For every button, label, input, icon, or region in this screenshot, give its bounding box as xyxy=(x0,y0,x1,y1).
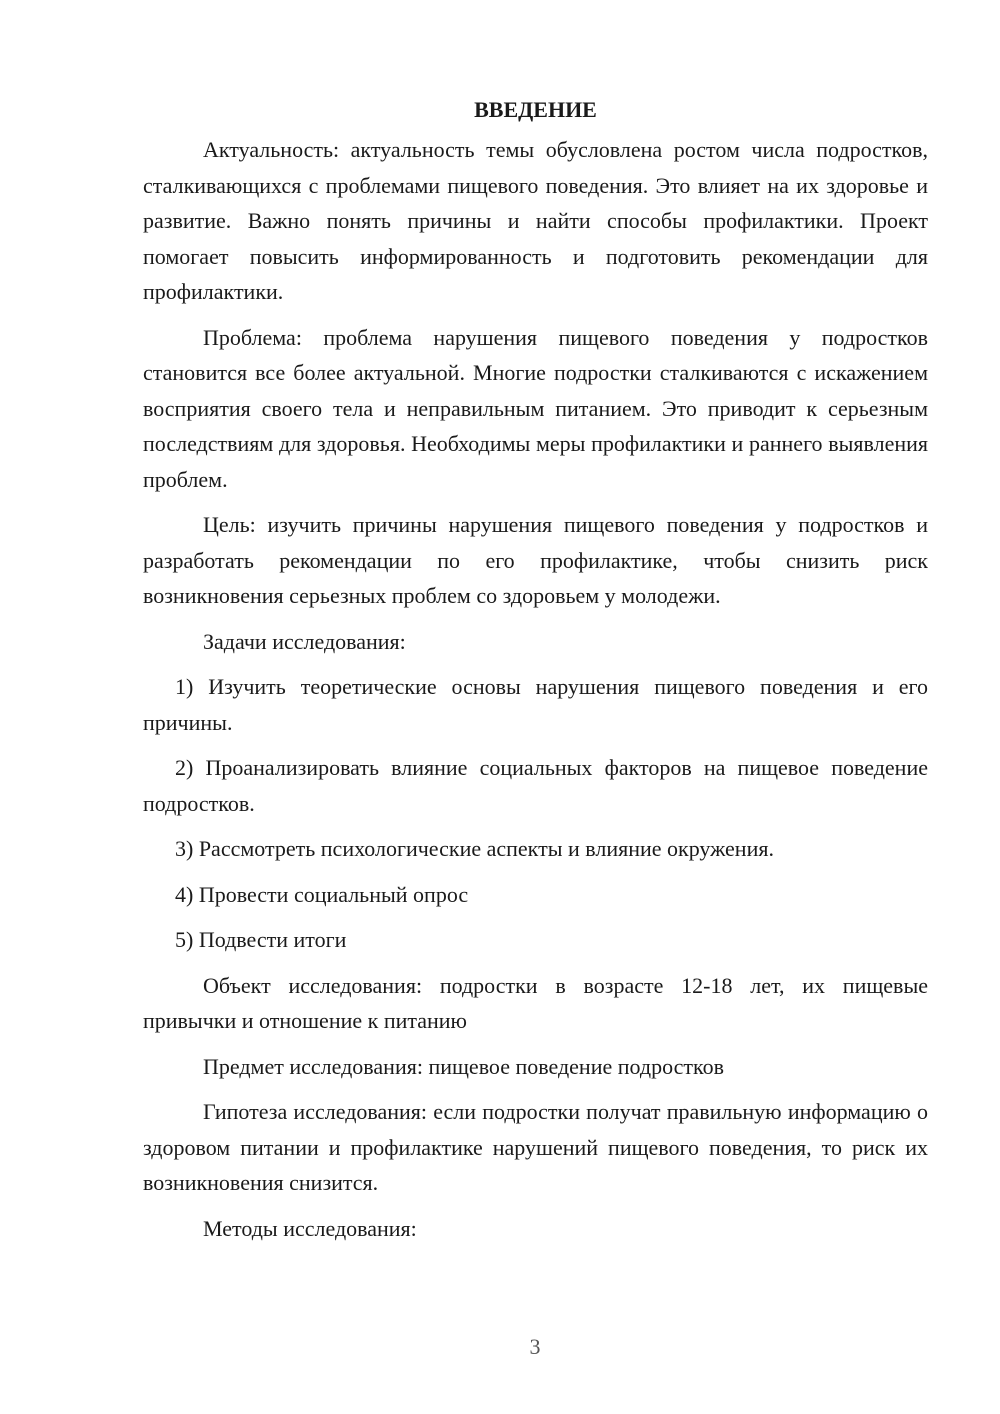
page-number: 3 xyxy=(529,1334,541,1359)
relevance-paragraph: Актуальность: актуальность темы обусловлена ростом числа подростков, сталкивающихся с проблемами пищевого поведения. Это влияет на их здоровье и развитие. Важно понять причины и найти способы профилактики. Проект помогает повысить информированность и подготовить рекомендации для профилактики. xyxy=(143,137,928,304)
document-page xyxy=(143,92,928,1256)
hypothesis-paragraph: Гипотеза исследования: если подростки получат правильную информацию о здоровом питании и профилактике нарушений пищевого поведения, то риск их возникновения снизится. xyxy=(143,1099,928,1195)
task-item-3: 3) Рассмотреть психологические аспекты и влияние окружения. xyxy=(175,836,774,861)
tasks-title: Задачи исследования: xyxy=(203,628,406,654)
object-paragraph: Объект исследования: подростки в возрасте 12-18 лет, их пищевые привычки и отношение к питанию xyxy=(143,972,928,1033)
page-title: ВВЕДЕНИЕ xyxy=(474,97,597,122)
subject-paragraph: Предмет исследования: пищевое поведение подростков xyxy=(203,1053,724,1079)
task-item-4: 4) Провести социальный опрос xyxy=(175,881,469,907)
goal-paragraph: Цель: изучить причины нарушения пищевого поведения у подростков и разработать рекомендации по его профилактике, чтобы снизить риск возникновения серьезных проблем со здоровьем у молодежи. xyxy=(143,512,928,608)
task-item-5: 5) Подвести итоги xyxy=(175,927,347,952)
task-item-1: 1) Изучить теоретические основы нарушения пищевого поведения и его причины. xyxy=(143,674,928,735)
methods-paragraph: Методы исследования: xyxy=(203,1215,417,1241)
task-item-2: 2) Проанализировать влияние социальных факторов на пищевое поведение подростков. xyxy=(143,755,928,816)
problem-paragraph: Проблема: проблема нарушения пищевого поведения у подростков становится все более актуальной. Многие подростки сталкиваются с искажением восприятия своего тела и неправильным питанием. Это приводит к серьезным последствиям для здоровья. Необходимы меры профилактики и раннего выявления проблем. xyxy=(143,324,928,492)
